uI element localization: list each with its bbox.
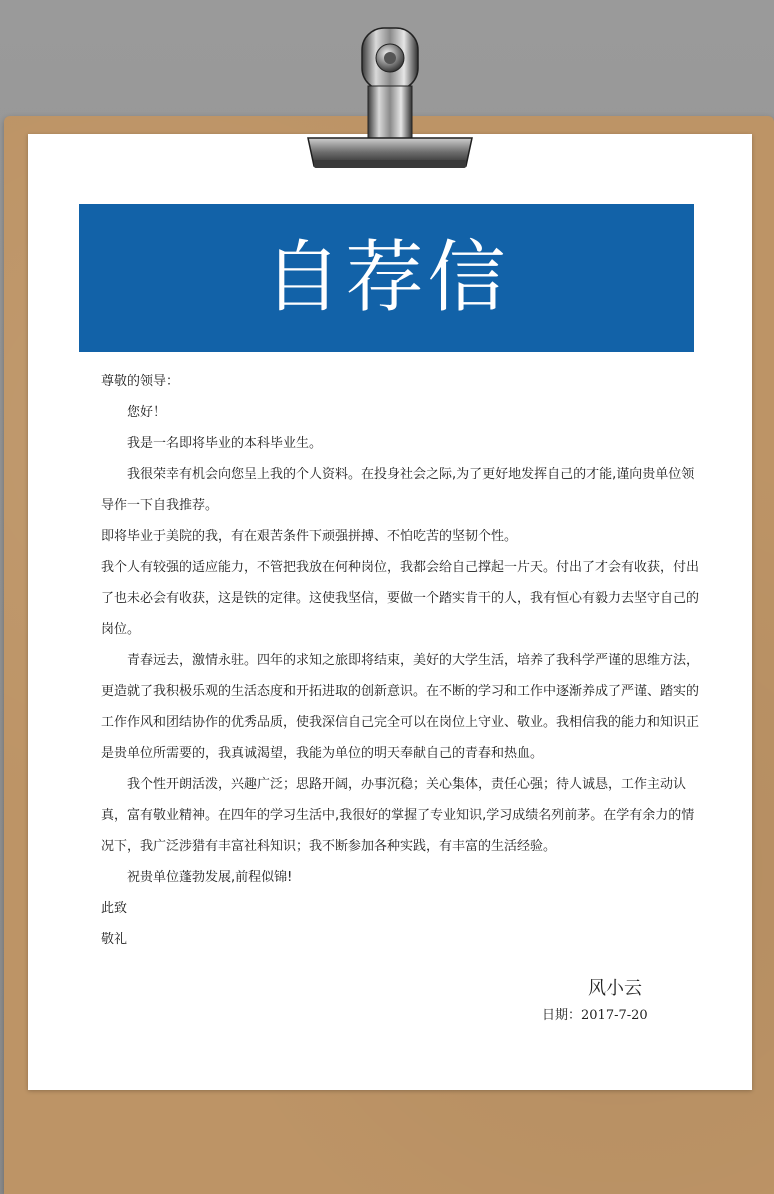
salutation: 尊敬的领导： [101,374,180,389]
letter-paper [28,134,752,1090]
paragraph-3: 我个人有较强的适应能力，不管把我放在何种岗位，我都会给自己撑起一片天。付出了才会有收获，付出了也未必会有收获，这是铁的定律。这使我坚信，要做一个踏实肯干的人，我有恒心有毅力去坚守自己的岗位。 [101,560,700,637]
title-banner [79,204,694,352]
wish-line: 祝贵单位蓬勃发展,前程似锦! [127,870,293,885]
signature: 风小云 [588,978,642,999]
closing-line-1: 此致 [101,901,128,916]
intro-paragraph: 我是一名即将毕业的本科毕业生。 [127,436,323,451]
paragraph-5: 我个性开朗活泼，兴趣广泛；思路开阔，办事沉稳；关心集体，责任心强；待人诚恳，工作主动认真，富有敬业精神。在四年的学习生活中,我很好的掌握了专业知识,学习成绩名列前茅。在学有余力的情况下，我广泛涉猎有丰富社科知识；我不断参加各种实践，有丰富的生活经验。 [101,777,695,854]
greeting: 您好！ [127,405,167,420]
letter-date: 日期：2017-7-20 [542,1008,648,1023]
closing-line-2: 敬礼 [101,932,128,947]
paragraph-2: 即将毕业于美院的我，有在艰苦条件下顽强拼搏、不怕吃苦的坚韧个性。 [101,529,518,544]
binder-clip-icon [300,20,480,180]
letter-body [101,366,701,955]
paragraph-1: 我很荣幸有机会向您呈上我的个人资料。在投身社会之际,为了更好地发挥自己的才能,谨向贵单位领导作一下自我推荐。 [101,467,695,513]
page-title: 自荐信 [263,233,510,323]
paragraph-4: 青春远去，激情永驻。四年的求知之旅即将结束，美好的大学生活，培养了我科学严谨的思维方法，更造就了我积极乐观的生活态度和开拓进取的创新意识。在不断的学习和工作中逐渐养成了严谨、踏实的工作作风和团结协作的优秀品质，使我深信自己完全可以在岗位上守业、敬业。我相信我的能力和知识正是贵单位所需要的，我真诚渴望，我能为单位的明天奉献自己的青春和热血。 [101,653,700,761]
